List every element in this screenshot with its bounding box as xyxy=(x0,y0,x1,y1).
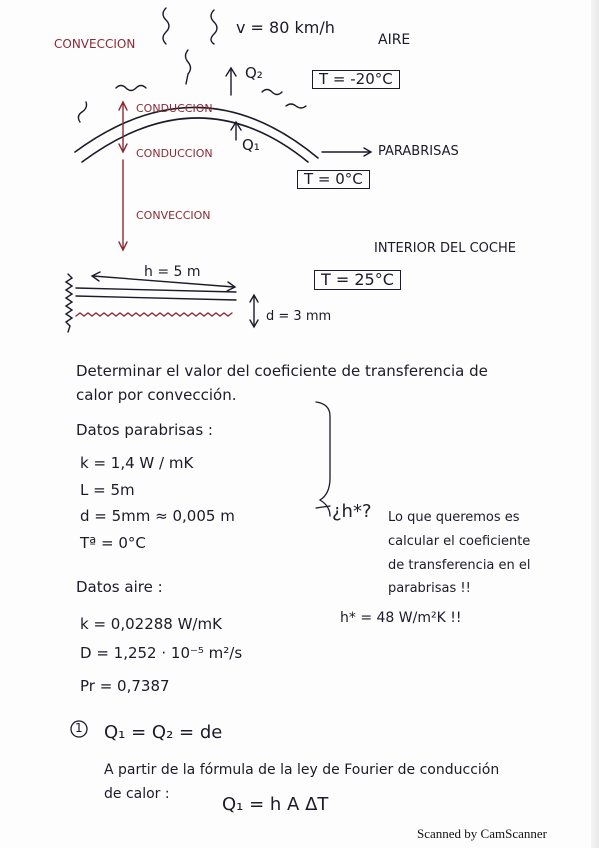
zigzag-mark xyxy=(66,274,72,332)
h-star-question: ¿h*? xyxy=(332,501,372,522)
task-line-1: Determinar el valor del coeficiente de transferencia de xyxy=(76,362,488,380)
h-star-result: h* = 48 W/m²K !! xyxy=(340,610,462,626)
wind-squiggle xyxy=(211,10,217,44)
camscanner-watermark: Scanned by CamScanner xyxy=(417,826,547,841)
wind-squiggle xyxy=(186,50,191,84)
velocity-label: v = 80 km/h xyxy=(236,18,335,37)
interior-temperature-box: T = 25°C xyxy=(314,270,401,290)
glass-hatch xyxy=(76,313,232,316)
q1-label: Q₁ xyxy=(242,136,260,154)
wind-squiggle xyxy=(116,86,146,91)
comment-line-1: Lo que queremos es xyxy=(388,510,520,525)
step-equation: Q₁ = Q₂ = de xyxy=(104,722,223,743)
air-diffusivity: D = 1,252 · 10⁻⁵ m²/s xyxy=(80,644,243,662)
comment-line-3: de transferencia en el xyxy=(388,558,531,573)
step-text-2: de calor : xyxy=(104,786,170,802)
air-data-header: Datos aire : xyxy=(76,578,163,596)
wind-squiggle xyxy=(286,104,306,108)
wind-squiggle xyxy=(262,90,282,95)
q2-label: Q₂ xyxy=(245,64,263,82)
wind-squiggle xyxy=(78,102,86,122)
air-prandtl: Pr = 0,7387 xyxy=(80,677,170,695)
air-temperature-box: T = -20°C xyxy=(312,70,400,89)
comment-line-2: calcular el coeficiente xyxy=(388,534,531,549)
step-number: 1 xyxy=(75,721,83,735)
glass-temperature: Tª = 0°C xyxy=(80,534,146,552)
conduction-label-outer: CONDUCCION xyxy=(136,102,213,115)
wind-squiggle xyxy=(163,8,169,44)
windshield-label: PARABRISAS xyxy=(378,144,459,159)
convection-inner-label: CONVECCION xyxy=(136,209,211,222)
thickness-label: d = 3 mm xyxy=(266,309,332,324)
glass-temperature-box: T = 0°C xyxy=(297,170,370,189)
data-brace xyxy=(316,402,330,516)
glass-length: L = 5m xyxy=(80,481,135,499)
conduction-label-inner: CONDUCCION xyxy=(136,147,213,160)
step-formula: Q₁ = h A ΔT xyxy=(222,794,329,815)
glass-conductivity: k = 1,4 W / mK xyxy=(80,454,194,472)
air-conductivity: k = 0,02288 W/mK xyxy=(80,615,222,633)
convection-top-label: CONVECCION xyxy=(54,37,136,51)
car-interior-label: INTERIOR DEL COCHE xyxy=(374,241,516,256)
task-line-2: calor por convección. xyxy=(76,386,237,404)
air-label: AIRE xyxy=(378,32,411,48)
comment-line-4: parabrisas !! xyxy=(388,581,471,596)
glass-thickness: d = 5mm ≈ 0,005 m xyxy=(80,507,235,525)
length-label: h = 5 m xyxy=(144,264,201,280)
step-text-1: A partir de la fórmula de la ley de Fourier de conducción xyxy=(104,762,500,778)
glass-data-header: Datos parabrisas : xyxy=(76,421,213,439)
